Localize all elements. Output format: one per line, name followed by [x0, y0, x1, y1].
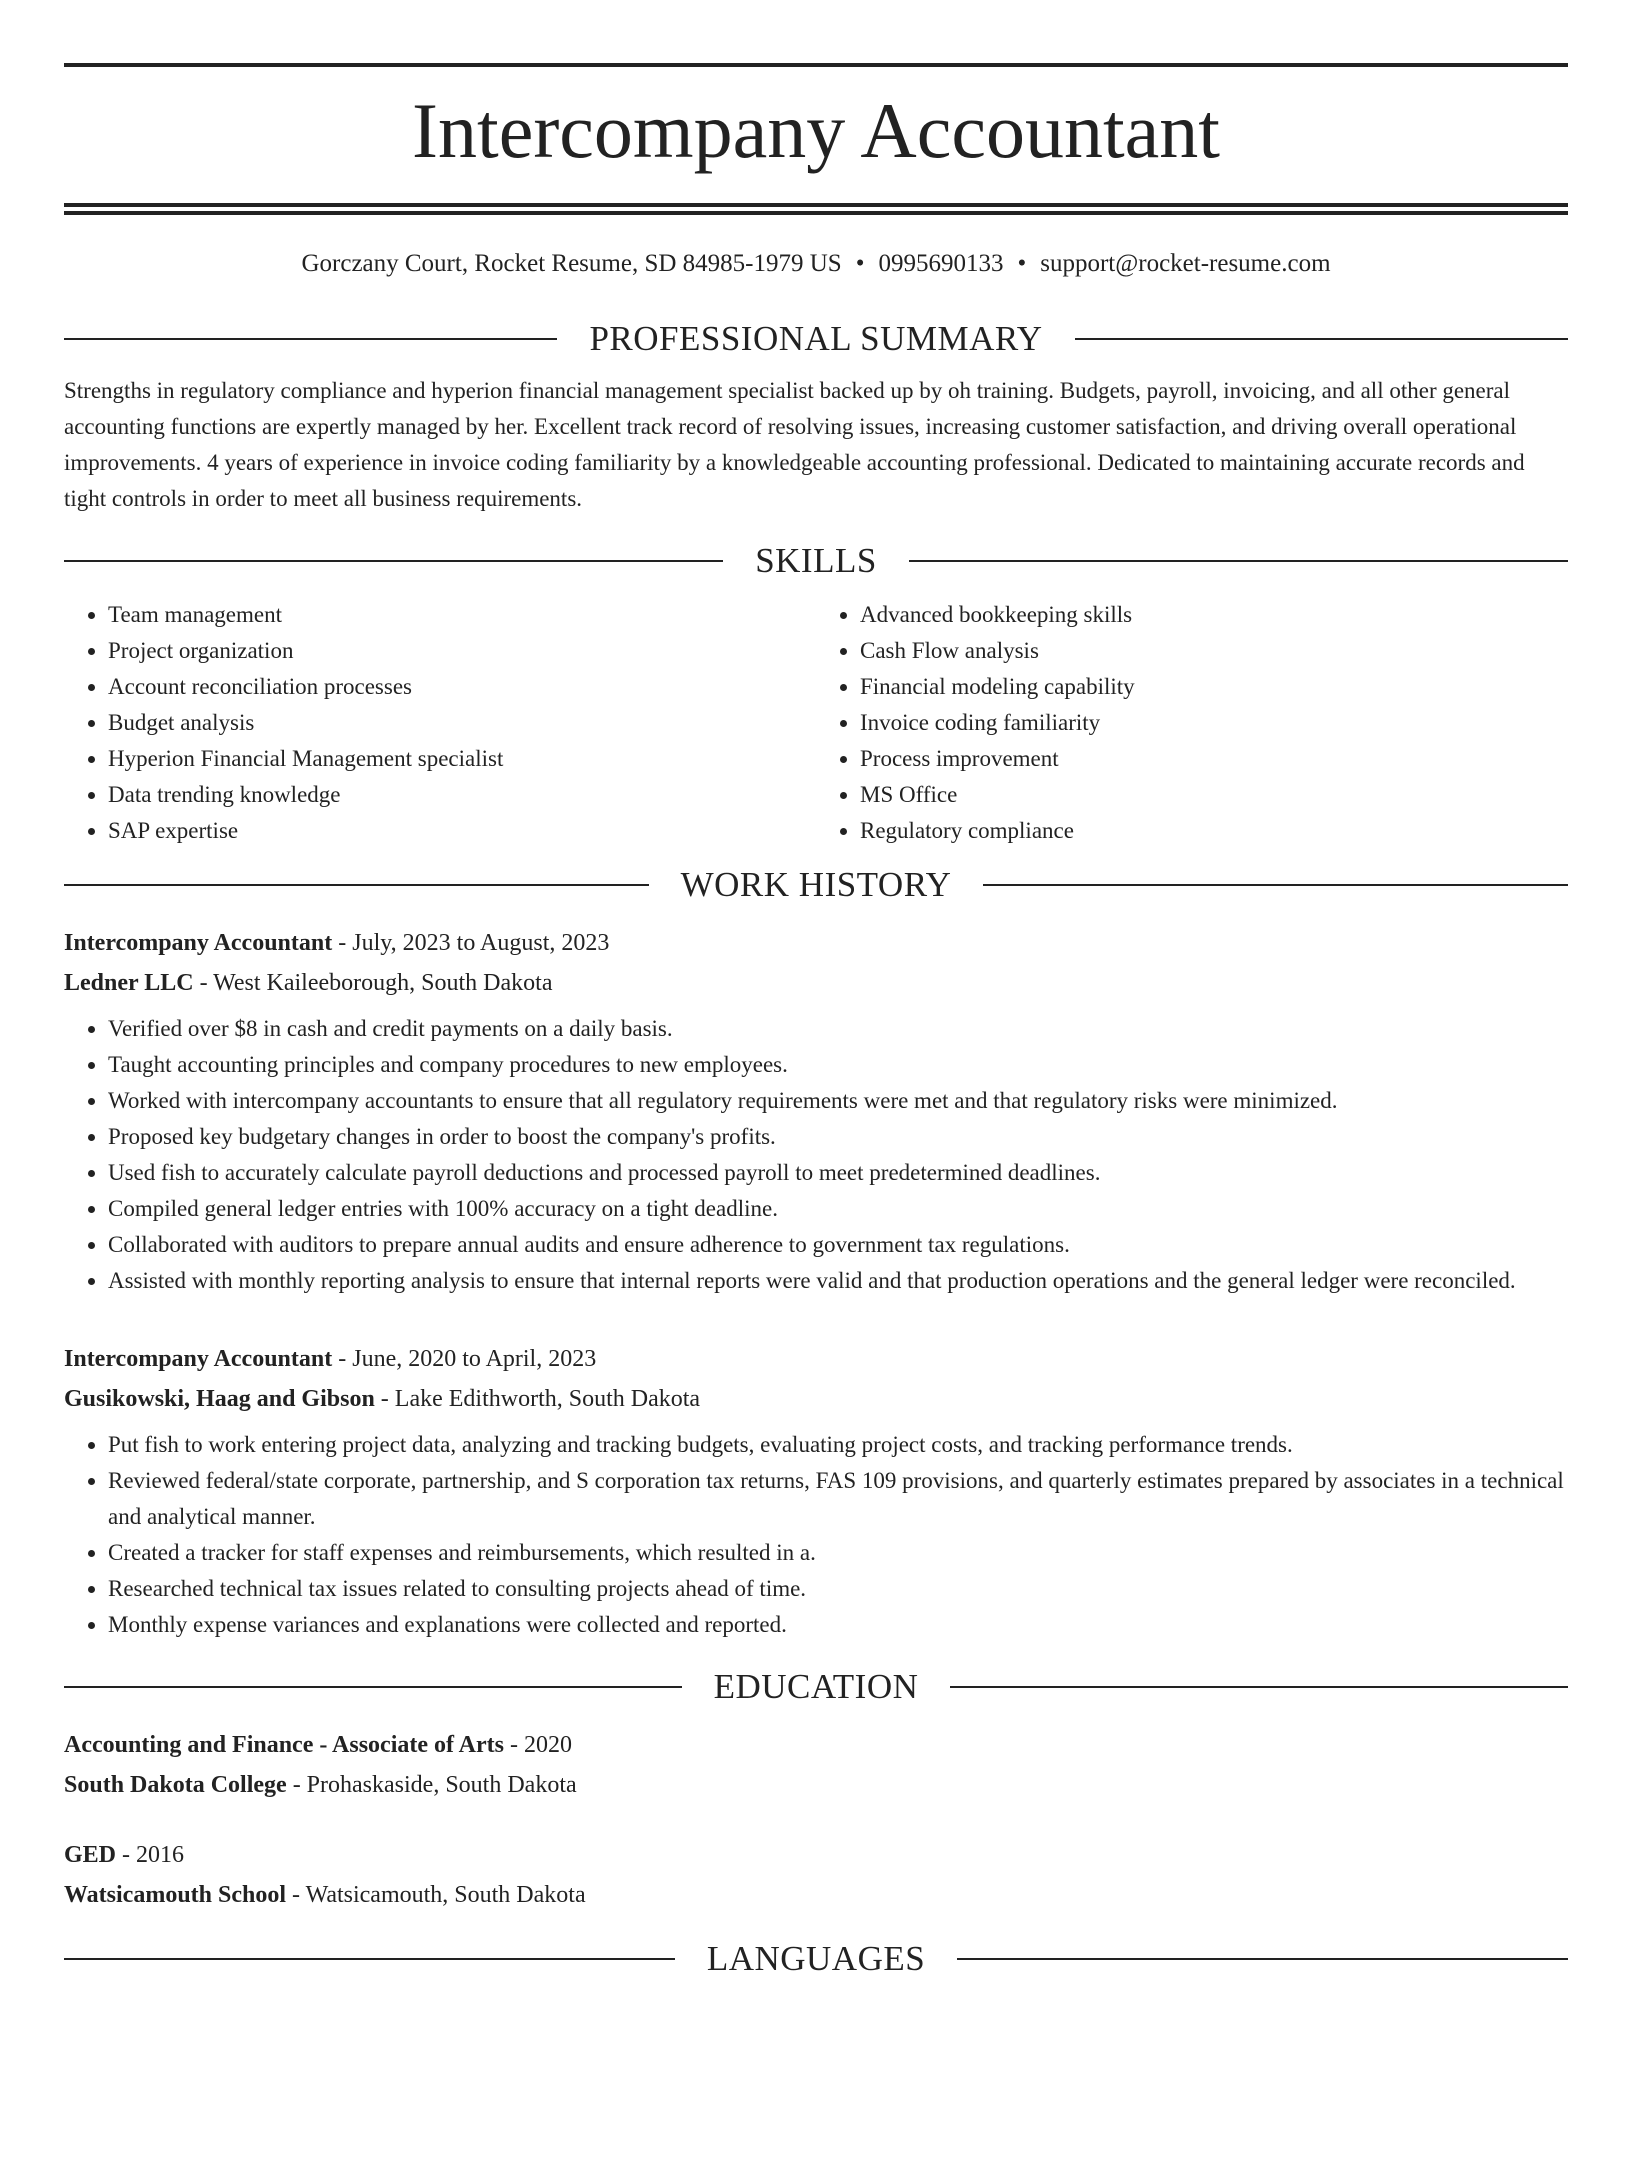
divider-line	[64, 1958, 675, 1960]
job-bullet: • Reviewed federal/state corporate, partnership, and S corporation tax returns, FAS 109 provisions, and quarterly estimates prepared by associates in a technical and analytical manner.	[108, 1463, 1568, 1535]
job-bullet: • Compiled general ledger entries with 100% accuracy on a tight deadline.	[108, 1191, 1568, 1227]
education-year: - 2020	[504, 1732, 572, 1758]
skill-item: • Regulatory compliance	[860, 813, 1568, 849]
education-degree-line	[64, 1835, 1568, 1875]
job-bullet: • Created a tracker for staff expenses and reimbursements, which resulted in a.	[108, 1535, 1568, 1571]
job-company: Gusikowski, Haag and Gibson	[64, 1386, 375, 1412]
title-double-rule	[64, 203, 1568, 215]
job-dates: - June, 2020 to April, 2023	[332, 1346, 597, 1372]
education-school: Watsicamouth School	[64, 1882, 287, 1908]
education-degree: Accounting and Finance - Associate of Arts	[64, 1732, 504, 1758]
job-bullets	[64, 1427, 1568, 1643]
job-dates: - July, 2023 to August, 2023	[332, 930, 610, 956]
skill-item: • Data trending knowledge	[108, 777, 816, 813]
skill-item: • Account reconciliation processes	[108, 669, 816, 705]
job-title: Intercompany Accountant	[64, 1346, 333, 1372]
contact-separator: •	[855, 250, 865, 277]
section-title-education: EDUCATION	[713, 1667, 919, 1706]
skills-column-left	[64, 597, 816, 849]
education-school-line	[64, 1765, 1568, 1805]
job-bullet: • Taught accounting principles and company procedures to new employees.	[108, 1047, 1568, 1083]
job-bullet: • Verified over $8 in cash and credit payments on a daily basis.	[108, 1011, 1568, 1047]
job-bullet: • Worked with intercompany accountants to ensure that all regulatory requirements were met and that regulatory risks were minimized.	[108, 1083, 1568, 1119]
job-bullet: • Assisted with monthly reporting analysis to ensure that internal reports were valid and that production operations and the general ledger were reconciled.	[108, 1263, 1568, 1299]
skill-item: • Project organization	[108, 633, 816, 669]
contact-email: support@rocket-resume.com	[1040, 250, 1331, 277]
education-school: South Dakota College	[64, 1772, 287, 1798]
job-location: - West Kaileeborough, South Dakota	[193, 970, 553, 996]
skill-item: • Advanced bookkeeping skills	[860, 597, 1568, 633]
job-title: Intercompany Accountant	[64, 930, 333, 956]
skills-column-right	[816, 597, 1568, 849]
job-bullet: • Put fish to work entering project data, analyzing and tracking budgets, evaluating project costs, and tracking performance trends.	[108, 1427, 1568, 1463]
skill-item: • Invoice coding familiarity	[860, 705, 1568, 741]
job-title-line	[64, 923, 1568, 963]
contact-separator: •	[1017, 250, 1027, 277]
job-bullet: • Proposed key budgetary changes in order to boost the company's profits.	[108, 1119, 1568, 1155]
education-location: - Prohaskaside, South Dakota	[286, 1772, 577, 1798]
divider-line	[950, 1686, 1568, 1688]
skill-item: • Cash Flow analysis	[860, 633, 1568, 669]
skill-item: • Process improvement	[860, 741, 1568, 777]
resume-title: Intercompany Accountant	[412, 87, 1220, 174]
education-location: - Watsicamouth, South Dakota	[286, 1882, 586, 1908]
section-title-languages: LANGUAGES	[706, 1939, 926, 1978]
section-header-work	[64, 863, 1568, 907]
resume-page	[0, 63, 1632, 2175]
section-header-education	[64, 1665, 1568, 1709]
job-location: - Lake Edithworth, South Dakota	[374, 1386, 701, 1412]
education-entry	[64, 1725, 1568, 1805]
education-entry	[64, 1835, 1568, 1915]
skill-item: • SAP expertise	[108, 813, 816, 849]
divider-line	[64, 560, 723, 562]
section-header-summary	[64, 317, 1568, 361]
divider-line	[909, 560, 1568, 562]
job-title-line	[64, 1339, 1568, 1379]
divider-line	[1075, 338, 1568, 340]
skill-item: • Financial modeling capability	[860, 669, 1568, 705]
skill-item: • MS Office	[860, 777, 1568, 813]
education-degree-line	[64, 1725, 1568, 1765]
job-company-line	[64, 963, 1568, 1003]
skill-item: • Team management	[108, 597, 816, 633]
skill-item: • Budget analysis	[108, 705, 816, 741]
skill-item: • Hyperion Financial Management specialist	[108, 741, 816, 777]
job-bullet: • Used fish to accurately calculate payroll deductions and processed payroll to meet predetermined deadlines.	[108, 1155, 1568, 1191]
education-year: - 2016	[116, 1842, 185, 1868]
contact-address: Gorczany Court, Rocket Resume, SD 84985-1979 US	[301, 250, 842, 277]
education-school-line	[64, 1875, 1568, 1915]
section-title-skills: SKILLS	[755, 541, 877, 580]
section-header-languages	[64, 1937, 1568, 1981]
skills-list	[64, 597, 1568, 849]
education-degree: GED	[64, 1842, 117, 1868]
job-bullet: • Collaborated with auditors to prepare annual audits and ensure adherence to government tax regulations.	[108, 1227, 1568, 1263]
contact-phone: 0995690133	[878, 250, 1004, 277]
section-title-work: WORK HISTORY	[680, 865, 952, 904]
summary-paragraph: Strengths in regulatory compliance and hyperion financial management specialist backed up by oh training. Budgets, payroll, invoicing, and all other general accounting functions are expertly managed by her. Excellent track record of resolving issues, increasing customer satisfaction, and driving overall operational improvements. 4 years of experience in invoice coding familiarity by a knowledgeable accounting professional. Dedicated to maintaining accurate records and tight controls in order to meet all business requirements.	[64, 378, 1525, 511]
job-entry	[64, 923, 1568, 1299]
divider-line	[983, 884, 1568, 886]
divider-line	[64, 1686, 682, 1688]
section-title-summary: PROFESSIONAL SUMMARY	[589, 319, 1043, 358]
divider-line	[64, 884, 649, 886]
job-entry	[64, 1339, 1568, 1643]
job-company-line	[64, 1379, 1568, 1419]
section-header-skills	[64, 539, 1568, 583]
divider-line	[957, 1958, 1568, 1960]
contact-line	[64, 249, 1568, 279]
job-company: Ledner LLC	[64, 970, 194, 996]
top-rule	[64, 63, 1568, 67]
job-bullet: • Researched technical tax issues related to consulting projects ahead of time.	[108, 1571, 1568, 1607]
job-bullets	[64, 1011, 1568, 1299]
divider-line	[64, 338, 557, 340]
job-bullet: • Monthly expense variances and explanations were collected and reported.	[108, 1607, 1568, 1643]
